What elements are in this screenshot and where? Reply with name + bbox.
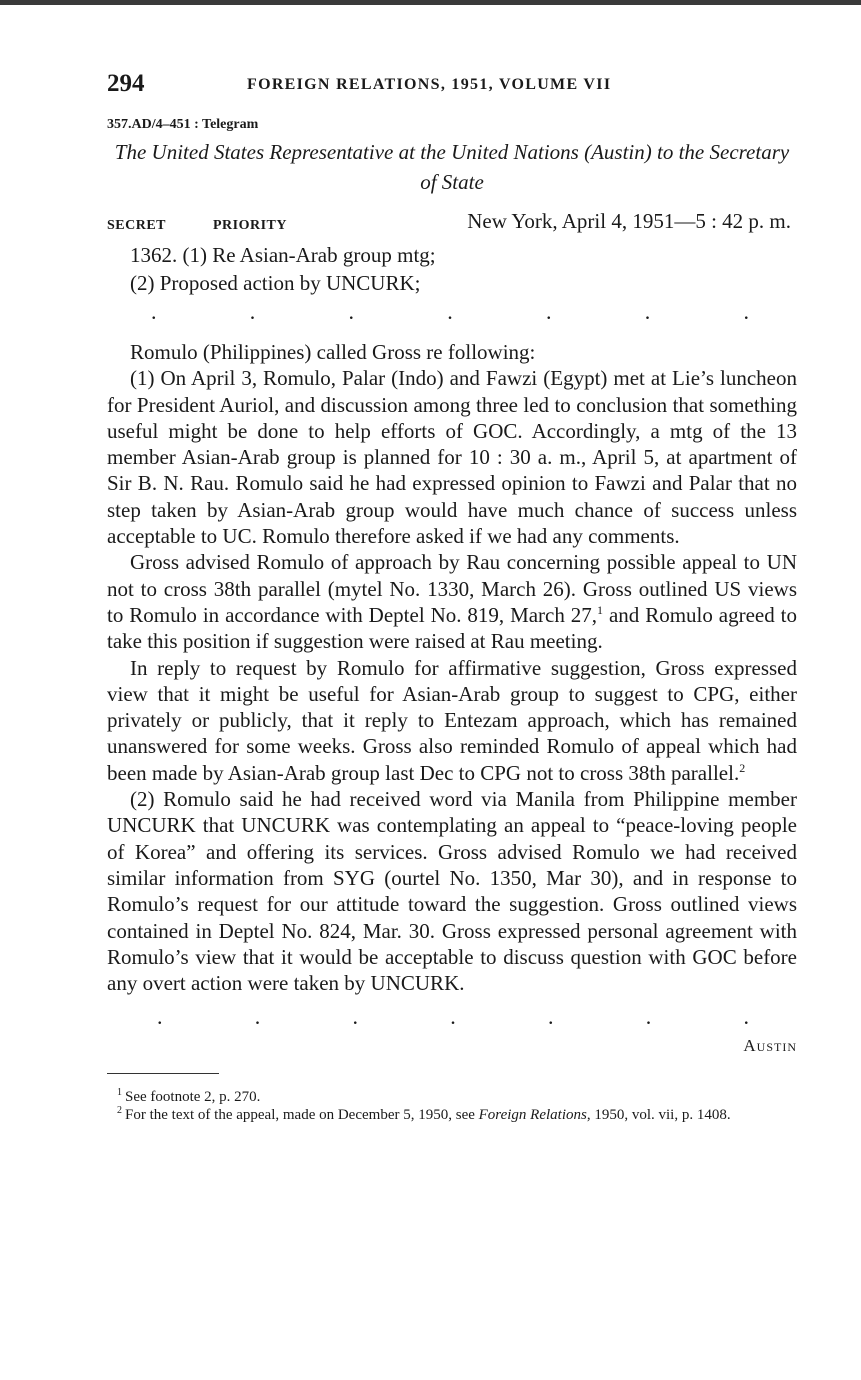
document-title: The United States Representative at the United Nations (Austin) to the Secretary of State	[114, 140, 790, 194]
footnote-1	[107, 1088, 797, 1106]
ellipsis-dot: .	[249, 299, 256, 324]
telegram-subject-lines	[130, 241, 797, 297]
ellipsis-dot: .	[151, 299, 157, 324]
footnote-divider	[107, 1073, 219, 1074]
footnote-text: See footnote 2, p. 270.	[125, 1089, 261, 1106]
telegram-line: 1362. (1) Re Asian-Arab group mtg;	[130, 243, 436, 267]
ellipsis-dot: .	[254, 1004, 261, 1030]
document-page	[107, 70, 797, 1124]
ellipsis-dot: .	[644, 299, 651, 324]
footnote-2	[107, 1106, 797, 1124]
body-paragraph: Romulo (Philippines) called Gross re following:	[130, 340, 536, 364]
paragraph-text: and Romulo agreed to take this position if suggestion were raised at Rau meeting.	[107, 602, 797, 654]
precedence-marking: PRIORITY	[213, 218, 288, 233]
page-number: 294	[107, 70, 145, 97]
ellipsis-dot: .	[546, 299, 552, 324]
footnote-ref-2: 2	[739, 760, 746, 775]
signature: Austin	[743, 1036, 797, 1056]
classification-marking: SECRET	[107, 218, 167, 233]
ellipsis-dot: .	[743, 1004, 749, 1030]
telegram-line: (2) Proposed action by UNCURK;	[130, 271, 421, 295]
omission-dots	[107, 299, 797, 325]
body-paragraph	[107, 655, 797, 786]
ellipsis-dot: .	[352, 1004, 358, 1030]
footnote-text: For the text of the appeal, made on December 5, 1950, see	[125, 1107, 479, 1124]
ellipsis-dot: .	[548, 1004, 554, 1030]
body-paragraph: (2) Romulo said he had received word via Manila from Philippine member UNCURK that UNCURK was contemplating an appeal to “peace-loving people of Korea” and offering its services. Gross advised Romulo we had received similar information from SYG (ourtel No. 1350, Mar 30), and in response to Romulo’s request for our attitude toward the suggestion. Gross outlined views contained in Deptel No. 824, Mar. 30. Gross expressed personal agreement with Romulo’s view that it would be acceptable to discuss question with GOC before any overt action were taken by UNCURK.	[107, 787, 797, 996]
footnote-number: 1	[117, 1087, 122, 1099]
footnote-text: , 1950, vol. vii, p. 1408.	[586, 1107, 731, 1124]
ellipsis-dot: .	[645, 1004, 652, 1030]
running-header	[107, 70, 797, 102]
omission-dots	[107, 1004, 797, 1030]
footnote-italic-title: Foreign Relations	[478, 1107, 587, 1124]
footnotes	[107, 1088, 797, 1124]
footnote-number: 2	[117, 1105, 122, 1117]
running-title: FOREIGN RELATIONS, 1951, VOLUME VII	[247, 76, 612, 93]
page-top-edge	[0, 0, 861, 5]
ellipsis-dot: .	[157, 1004, 163, 1030]
place-and-date: New York, April 4, 1951—5 : 42 p. m.	[467, 209, 791, 233]
footnote-ref-1: 1	[597, 602, 604, 617]
ellipsis-dot: .	[743, 299, 749, 324]
ellipsis-dot: .	[447, 299, 453, 324]
body-paragraph: (1) On April 3, Romulo, Palar (Indo) and Fawzi (Egypt) met at Lie’s luncheon for President Auriol, and discussion among three led to conclusion that something useful might be done to help efforts of GOC. Accordingly, a mtg of the 13 member Asian-Arab group is planned for 10 : 30 a. m., April 5, at apartment of Sir B. N. Rau. Romulo said he had expressed opinion to Fawzi and Palar that no step taken by Asian-Arab group would have much chance of success unless acceptable to UC. Romulo therefore asked if we had any comments.	[107, 366, 797, 549]
file-reference: 357.AD/4–451 : Telegram	[107, 117, 259, 132]
ellipsis-dot: .	[450, 1004, 456, 1030]
body-paragraph	[107, 549, 797, 654]
paragraph-text: Gross advised Romulo of approach by Rau concerning possible appeal to UN not to cross 38th parallel (mytel No. 1330, March 26). Gross outlined US views to Romulo in accordance with Deptel No. 819, March 27,	[107, 550, 797, 627]
ellipsis-dot: .	[348, 299, 354, 324]
telegram-body	[107, 339, 797, 996]
paragraph-text: In reply to request by Romulo for affirmative suggestion, Gross expressed view that it might be useful for Asian-Arab group to suggest to CPG, either privately or publicly, that it reply to Entezam approach, which has remained unanswered for some weeks. Gross also reminded Romulo of appeal which had been made by Asian-Arab group last Dec to CPG not to cross 38th parallel.	[107, 655, 797, 785]
dateline	[107, 209, 797, 243]
